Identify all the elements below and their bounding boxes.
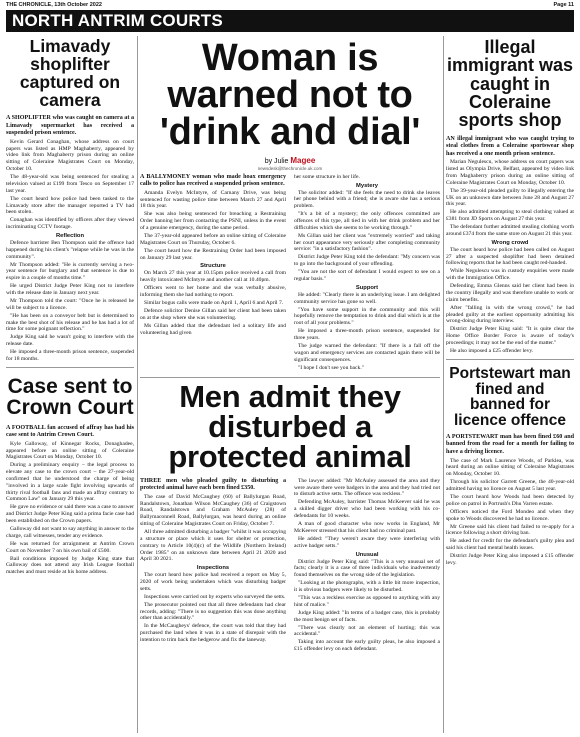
paragraph: Mr Greene said his client had failed to re-apply for a licence following a short driving ban. (446, 523, 574, 537)
page-number: Page 11 (553, 2, 574, 8)
paragraph: Inspections were carried out by experts who surveyed the setts. (144, 593, 286, 600)
paragraph: The court heard how police had been tasked to the Limavady store after the manager reported a TV had been stolen. (6, 195, 134, 216)
paragraph: Defending, Emma Glenns said her client had been in the country illegally and was therefore unable to work or claim benefits. (446, 283, 574, 303)
headline: Case sent to Crown Court (6, 374, 134, 420)
paragraph: The judge warned the defendant: "If there is a fall off the wagon and emergency services are contacted again there will be significant consequences. (294, 343, 440, 363)
subhead: Structure (200, 263, 226, 270)
paragraph: On March 27 this year at 10.15pm police received a call from heavily intoxicated McIntyre and another call at 10.40pm. (140, 270, 286, 284)
paragraph: AN illegal immigrant who was caught trying to steal clothes from a Coleraine sportswear shop has received a one month prison sentence. (446, 135, 574, 157)
story-limavady-shoplifter (6, 38, 134, 363)
story-body (140, 174, 440, 373)
paragraph: The court heard how Woods had been detected by police on patrol in Portrush's Dhu Varren estate. (446, 493, 574, 507)
paragraph: He added: "Clearly there is an underlying issue. I am delighted community service has gone so well. (294, 291, 440, 305)
paragraph: Officers went to her home and she was verbally abusive, informing them she had nothing to report. (140, 285, 286, 299)
paragraph: Judge King said he wasn't going to interfere with the release date. (6, 334, 134, 348)
paragraph: THREE men who pleaded guilty to disturbing a protected animal have each been fined £350. (140, 477, 286, 492)
paragraph: The solicitor added: "If she feels the need to drink she leaves her phone behind with a friend; she is aware she has a serious problem. (294, 189, 440, 210)
paragraph: He also admitted attempting to steal clothing valued at £381 from JD Sports on August 27 this year. (446, 209, 574, 223)
story-protected-animal (140, 378, 440, 655)
paragraph: He asked for credit for the defendant's guilty plea and said his client had mental health issues. (446, 538, 574, 552)
paragraph: The 37-year-old appeared before an online sitting of Coleraine Magistrates Court on Thursday, October 6. (140, 232, 286, 246)
story-body-left (140, 174, 286, 373)
byline-email: newsdesk@thechronicle.uk.com (257, 165, 323, 171)
paragraph: She was also being sentenced for breaching a Restraining Order banning her from contacting the PSNI, unless in the event of a genuine emergency, during the same period. (140, 211, 286, 231)
paragraph: Bail conditions imposed by Judge King state that Galloway does not attend any Irish League football matches and must reside at his home address. (6, 555, 134, 576)
subhead: Wrong crowd (491, 239, 529, 246)
column-separator (137, 36, 138, 733)
paragraph: He was returned for arraignment at Antrim Crown Court on November 7 on his own bail of £500. (6, 540, 134, 554)
paragraph: "This was a reckless exercise as opposed to anything with any hint of malice." (294, 594, 440, 608)
paragraph: District Judge Peter King told the defendant: "My concern was to go into the background of your offending. (294, 254, 440, 268)
paragraph: He imposed a three-month prison sentence, suspended for three years. (294, 328, 440, 342)
paragraph: The court heard how police had received a report on May 5, 2020 of work being undertaken which was disturbing badger setts. (140, 572, 286, 592)
paragraph: He imposed a three-month prison sentence, suspended for 18 months. (6, 349, 134, 363)
paragraph: The 39-year-old pleaded guilty to illegally entering the UK on an unknown date between June 28 and August 27 this year. (446, 187, 574, 208)
paragraph: Conaghan was identified by officers after they viewed incriminating CCTV footage. (6, 217, 134, 231)
paragraph: her some structure in her life. (294, 173, 360, 180)
headline: Illegal immigrant was caught in Coleraine sports shop (446, 37, 574, 131)
paragraph: After "falling in with the wrong crowd," he had pleaded guilty at the earliest opportunity admitting his wrong-doing during interview. (446, 304, 574, 325)
paragraph: Defence solicitor Denise Gillan said her client had been taken on at the shop where she was volunteering. (140, 308, 286, 321)
paragraph: He urged District Judge Peter King not to interfere with the release date in January next year. (6, 283, 134, 297)
story-portstewart (446, 366, 574, 567)
paragraph: While Negulescu was in custody enquiries were made with the Immigration Office. (446, 268, 574, 282)
paragraph: He gave no evidence or said there was a case to answer and District Judge Peter King said a prima facie case had been established on the Crown papers. (6, 504, 134, 525)
paragraph: "Looking at the photographs, with a little bit more inspection, it is obvious badgers were likely to be disturbed. (294, 580, 440, 593)
page-topline (6, 2, 574, 10)
paragraph: "You are not the sort of defendant I would expect to see on a regular basis." (294, 269, 440, 283)
paragraph: A FOOTBALL fan accused of affray has had his case sent to Antrim Crown Court. (6, 424, 134, 439)
main-headline: Woman is warned not to 'drink and dial' (159, 37, 421, 154)
story-drink-and-dial (140, 37, 440, 373)
paragraph: District Judge Peter King also imposed a £15 offender levy. (446, 553, 574, 567)
right-column (446, 36, 574, 733)
story-body-right (294, 174, 440, 373)
left-column (6, 36, 134, 733)
paragraph: "I hope I don't see you back." (298, 364, 364, 371)
paragraph: Marian Negulescu, whose address on court papers was listed as Olympia Drive, Belfast, appeared by video link from Maghaberry prison during an online sitting of Coleraine Magistrates Court on Monday, October 10. (446, 159, 574, 186)
paragraph: A PORTSTEWART man has been fined £60 and banned from the road for a month for failing to have a driving licence. (446, 434, 574, 455)
main-headline: Men admit they disturbed a protected animal (168, 378, 412, 475)
story-divider (6, 367, 134, 368)
story-divider (446, 359, 574, 360)
paragraph: The lawyer added: "Mr McAuley assessed the area and they were aware there were badgers in the area and they had tried not to disturb active setts. The offence was reckless." (294, 477, 440, 498)
paragraph: Mr Thompson added: "He is currently serving a two-year sentence for burglary and that sentence is due to expire in a couple of months time." (6, 261, 134, 282)
paragraph: Through his solicitor Garrett Greene, the 40-year-old admitted having no licence on August 5 last year. (446, 479, 574, 492)
subhead: Reflection (55, 232, 85, 239)
paragraph: In the McCaugheys' defence, the court was told that they had purchased the land when it was in a state of disrepair with the intention to trim back the hedgerow and fix the laneway. (140, 623, 286, 644)
paragraph: District Judge Peter King said: "This is a very unusual set of facts; clearly it is a case of three individuals who inadvertently found themselves on the wrong side of the legislation. (294, 558, 440, 579)
byline (140, 156, 440, 165)
paragraph: Kevin Gerard Conaghan, whose address on court papers was listed as HMP Maghaberry, appeared by video link from Maghaberry prison during an online sitting of Coleraine Magistrates Court on Monday, October 10. (6, 138, 134, 173)
paragraph: A man of good character who now works in England, Mr McKeever stressed that his client had no criminal past. (294, 521, 440, 534)
paragraph: "It's a bit of a mystery; the only offences committed are offences of this type, all tied in with her drink problem and her difficulties which she seems to be working through." (294, 211, 440, 231)
paragraph: A BALLYMONEY woman who made hoax emergency calls to police has received a suspended prison sentence. (140, 173, 286, 188)
paragraph: Amanda Evelyn McIntyre, of Carnany Drive, was being sentenced for wasting police time between March 27 and April 18 this year. (140, 189, 286, 210)
subhead: Support (355, 284, 379, 291)
subhead: Mystery (356, 182, 378, 189)
byline-prefix: by Julie (264, 157, 289, 165)
paragraph: "You have some support in the community and this will hopefully remove the temptation to drink and dial which is at the root of all your problems." (294, 306, 440, 327)
paragraph: Defence barrister Ben Thompson said the offence had happened during his client's "relapse while he was in the community". (6, 239, 134, 260)
subhead: Inspections (196, 565, 230, 572)
column-separator (443, 36, 444, 733)
paragraph: All three admitted disturbing a badger "whilst it was occupying a structure or place which it uses for shelter or protection, contrary to Article 10(4)(c) of the Wildlife (Northern Ireland) Order 1985" on an unknown date between April 21 2020 and April 30 2021. (140, 529, 286, 563)
paragraph: The case of Mark Laurence Woods, of Parklea, was heard during an online sitting of Coleraine Magistrates on Monday, October 10. (446, 457, 574, 478)
paragraph: A SHOPLIFTER who was caught on camera at a Limavady supermarket has received a suspended prison sentence. (6, 115, 134, 137)
story-divider (140, 377, 440, 378)
paragraph: Mr Thompson told the court: "Once he is released he will be subject to a licence. (6, 298, 134, 311)
paragraph: Galloway did not want to say anything in answer to the charge, call witnesses, tender any evidence. (6, 526, 134, 539)
section-banner: NORTH ANTRIM COURTS (6, 10, 574, 32)
paragraph: The court heard how the Restraining Order had been imposed on January 29 last year. (140, 247, 286, 261)
paragraph: Similar bogus calls were made on April 1, April 6 and April 7. (144, 300, 284, 307)
story-body-right (294, 478, 440, 654)
paragraph: Judge King added: "In terms of a badger case, this is probably the most benign set of facts. (294, 609, 440, 623)
story-illegal-immigrant (446, 38, 574, 355)
paper-date: THE CHRONICLE, 13th October 2022 (6, 2, 102, 8)
center-column (140, 36, 440, 733)
paragraph: The defendant further admitted stealing clothing worth around £374 from the same store on August 21 this year. (446, 224, 574, 237)
paragraph: Ms Gillan added that the defendant led a solitary life and volunteering had given (140, 322, 286, 336)
paragraph: The 48-year-old was being sentenced for stealing a television valued at £199 from Tesco on September 17 last year. (6, 174, 134, 194)
story-body-left (140, 478, 286, 654)
paragraph: Ms Gillan said her client was "extremely worried" and taking her court appearance very seriously after completing community service: "in a satisfactory fashion". (294, 232, 440, 253)
paragraph: During a preliminary enquiry – the legal process to elevate any case to the crown court – the 27-year-old confirmed that he understood the charge of being "involved in a large scale fight involving upwards of thirty rival football fans and made an affray contrary to Common Law" on January 29 this year. (6, 462, 134, 503)
paragraph: Taking into account the early guilty pleas, he also imposed a £15 offender levy on each defendant. (294, 639, 440, 653)
paragraph: The court heard how police had been called on August 27 after a suspected shoplifter had been detained following reports that he had been caught red-handed. (446, 246, 574, 267)
headline: Portstewart man fined and banned for licence offence (449, 364, 571, 430)
story-crown-court (6, 376, 134, 576)
paragraph: The case of David McCaughey (60) of Ballylurgan Road, Randalstown, Jonathan Wilson McCaughey (36) of Craigstown Road, Randalstown and Graham McAuley (28) of Ballymaconnell Road, Ballylurgan, was heard during an online sitting of Coleraine Magistrates Court on Friday, October 7. (140, 493, 286, 528)
paragraph: Officers noticed the Ford Mondeo and when they spoke to Woods discovered he had no licence. (446, 508, 574, 522)
subhead: Unusual (355, 551, 379, 558)
paragraph: He added: "They weren't aware they were interfering with active badger setts." (294, 535, 440, 549)
paragraph: Kyle Galloway, of Kinnegar Rocks, Donaghadee, appeared before an online sitting of Coleraine Magistrates Court on Monday, October 10. (6, 440, 134, 461)
paragraph: "There was clearly not an element of hurting; this was accidental." (294, 624, 440, 638)
paragraph: Defending McAuley, barrister Thomas McKeever said he was a skilled digger driver who had been working with his co-defendants for 10 weeks. (294, 499, 440, 520)
paragraph: "He has been on a conveyor belt but is determined to make the best shot of his release and he has had a lot of time for some poignant reflection." (6, 312, 134, 333)
byline-name: Magee (290, 155, 316, 165)
paragraph: He also imposed a £25 offender levy. (450, 348, 534, 355)
paragraph: District Judge Peter King said: "It is quite clear the Home Office Border Force is aware of today's proceedings; it may not be the end of the matter." (446, 326, 574, 347)
paragraph: The prosecutor pointed out that all three defendants had clear records, adding: "There is no suggestion this was done anything other than accidentally." (140, 601, 286, 622)
headline: Limavady shoplifter captured on camera (19, 36, 121, 110)
story-body (140, 478, 440, 654)
